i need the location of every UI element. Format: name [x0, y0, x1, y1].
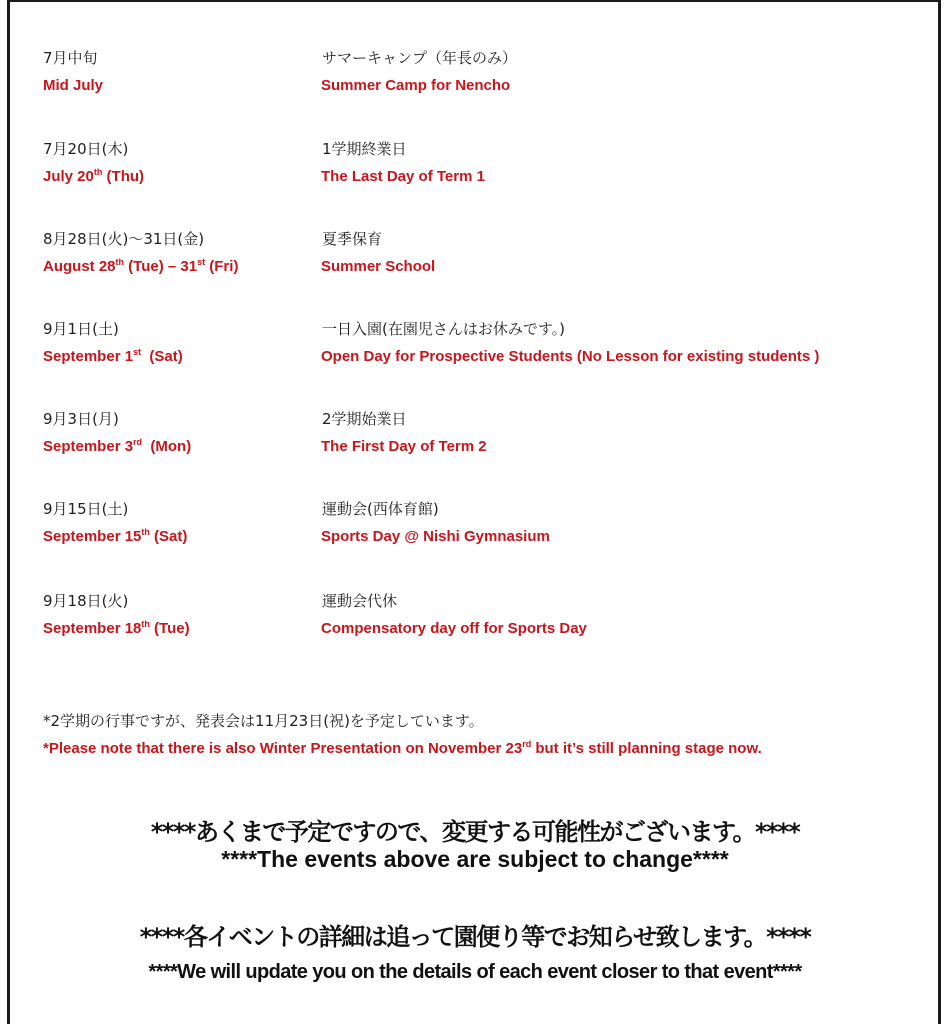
event-row-mid-july [0, 47, 950, 107]
event-date-en: July 20th (Thu) [43, 167, 145, 185]
footnote-en: *Please note that there is also Winter Presentation on November 23rd but it’s still planning stage now. [43, 739, 762, 757]
event-desc-en: The Last Day of Term 1 [321, 168, 485, 185]
event-desc-ja: 一日入園(在園児さんはお休みです。) [322, 320, 566, 338]
event-date-en: August 28th (Tue) – 31st (Fri) [43, 257, 239, 275]
event-desc-en: Summer School [321, 258, 436, 275]
event-desc-ja: 2学期始業日 [322, 410, 407, 428]
event-desc-en: Sports Day @ Nishi Gymnasium [321, 528, 550, 545]
change-notice-ja: ****あくまで予定ですので、変更する可能性がございます。**** [150, 818, 800, 846]
event-date-ja: 9月15日(土) [43, 500, 129, 518]
change-notice-en: ****The events above are subject to change**** [221, 846, 729, 872]
event-desc-ja: 運動会代休 [322, 592, 398, 610]
event-row-september-1 [0, 318, 950, 378]
event-row-september-18 [0, 590, 950, 650]
footnote-ja: *2学期の行事ですが、発表会は11月23日(祝)を予定しています。 [43, 712, 484, 730]
event-desc-ja: 1学期終業日 [322, 140, 407, 158]
event-desc-ja: サマーキャンプ（年長のみ） [322, 49, 518, 67]
event-row-august-28 [0, 228, 950, 288]
event-desc-en: The First Day of Term 2 [321, 438, 487, 455]
event-desc-en: Summer Camp for Nencho [321, 77, 511, 94]
event-date-ja: 9月18日(火) [43, 592, 129, 610]
update-notice-en: ****We will update you on the details of each event closer to that event**** [148, 961, 802, 983]
event-row-july-20 [0, 138, 950, 198]
event-date-en: September 3rd (Mon) [43, 437, 192, 455]
event-date-ja: 9月1日(土) [43, 320, 119, 338]
update-notice-ja: ****各イベントの詳細は追って園便り等でお知らせ致します。**** [139, 923, 811, 951]
event-date-ja: 9月3日(月) [43, 410, 119, 428]
event-date-ja: 7月中旬 [43, 49, 98, 67]
event-desc-ja: 運動会(西体育館) [322, 500, 439, 518]
event-date-en: September 18th (Tue) [43, 619, 190, 637]
event-date-ja: 8月28日(火)～31日(金) [43, 230, 205, 248]
event-desc-en: Open Day for Prospective Students (No Lesson for existing students ) [321, 348, 820, 365]
event-desc-ja: 夏季保育 [322, 230, 383, 248]
event-date-en: Mid July [43, 77, 104, 94]
event-date-ja: 7月20日(木) [43, 140, 129, 158]
event-date-en: September 15th (Sat) [43, 527, 188, 545]
event-date-en: September 1st (Sat) [43, 347, 183, 365]
event-row-september-3 [0, 408, 950, 468]
event-desc-en: Compensatory day off for Sports Day [321, 620, 587, 637]
event-row-september-15 [0, 498, 950, 558]
